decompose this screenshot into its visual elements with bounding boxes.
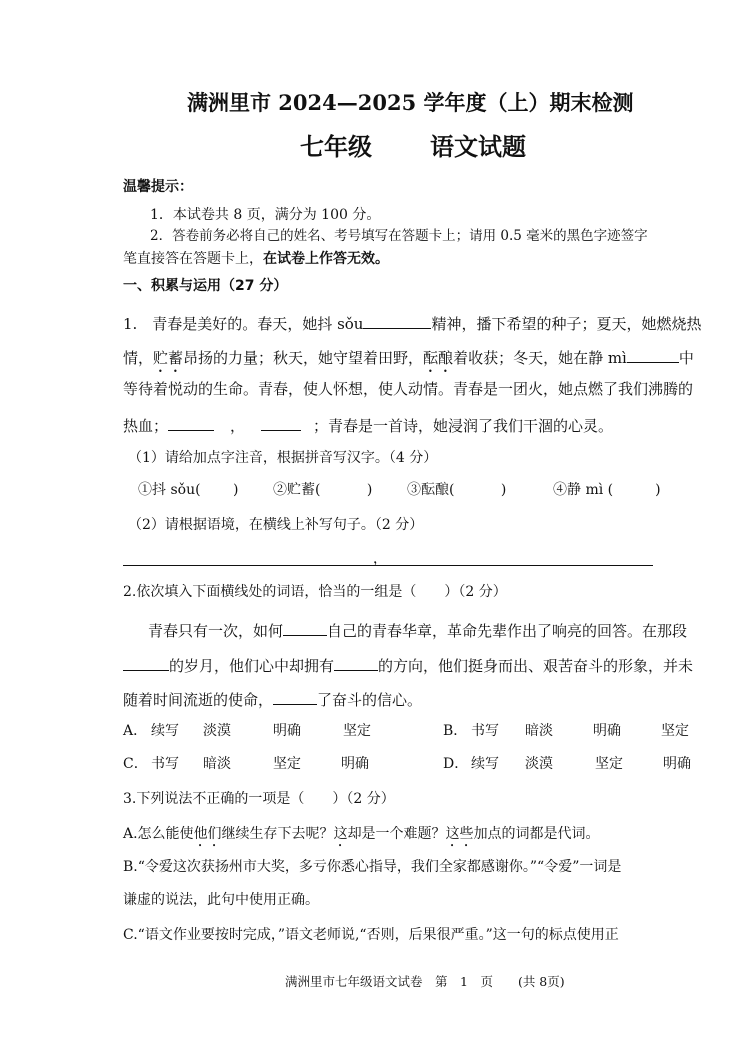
q1-text: 着收获；冬天，她在静 mì <box>453 349 627 367</box>
q2-line-1 <box>148 621 687 639</box>
tips-warning: 在试卷上作答无效。 <box>263 251 389 267</box>
q3-text: 继续生存下去呢？ <box>221 826 334 842</box>
option-word: 明确 <box>341 756 369 772</box>
q1-option-4[interactable]: ④静 mì ( ) <box>553 482 661 498</box>
option-word: 续写 <box>471 756 499 772</box>
q1-answer-line[interactable] <box>123 565 653 566</box>
q2-text: 自己的青春华章，革命先辈作出了响亮的回答。在那段 <box>327 622 688 640</box>
q2-option-d[interactable] <box>443 756 691 772</box>
tips-item-2-cont <box>123 252 389 266</box>
q1-sub-2: （2）请根据语境，在横线上补写句子。（2 分） <box>128 517 424 533</box>
option-word: 明确 <box>593 723 621 739</box>
subject-label: 语文试题 <box>430 132 526 161</box>
q3-option-b[interactable]: B.“令爱这次获扬州市大奖，多亏你悉心指导，我们全家都感谢你。”“令爱”一词是 <box>123 859 622 875</box>
q1-sub-1: （1）请给加点字注音，根据拼音写汉字。（4 分） <box>128 450 438 466</box>
q2-blank-2[interactable] <box>123 656 169 671</box>
q1-text: 情， <box>123 349 154 367</box>
q2-blank-1[interactable] <box>283 621 327 636</box>
option-word: 明确 <box>273 723 301 739</box>
option-word: 坚定 <box>273 756 301 772</box>
q3-text: 却是一个难题？ <box>347 826 446 842</box>
q1-text: 热血； <box>123 417 169 435</box>
dotted-word-yunniang: 酝酿 <box>423 349 454 367</box>
q2-line-3 <box>123 690 422 708</box>
option-word: 坚定 <box>343 723 371 739</box>
q1-line-1 <box>123 314 702 332</box>
page-footer: 满洲里市七年级语文试卷 第 1 页 (共 8页) <box>285 974 565 989</box>
q3-stem: 3.下列说法不正确的一项是（ ）（2 分） <box>123 791 395 807</box>
q1-blank-3[interactable] <box>168 416 214 431</box>
option-word: 淡漠 <box>203 723 231 739</box>
option-letter: B． <box>443 723 468 739</box>
exam-title: 满洲里市 2024—2025 学年度（上）期末检测 <box>187 90 634 115</box>
q2-text: 了奋斗的信心。 <box>317 691 423 709</box>
option-word: 续写 <box>151 723 179 739</box>
option-word: 明确 <box>663 756 691 772</box>
q2-text: 的岁月，他们心中却拥有 <box>169 657 335 675</box>
grade-label: 七年级 <box>300 132 372 161</box>
q1-option-3[interactable]: ③酝酿( ) <box>407 482 507 498</box>
option-letter: D． <box>443 756 469 772</box>
q3-text: A.怎么能使 <box>123 826 194 842</box>
q1-option-1[interactable]: ①抖 sǒu( ) <box>138 482 239 498</box>
q1-text: 中 <box>678 349 694 367</box>
q2-option-c[interactable] <box>123 756 369 772</box>
option-word: 书写 <box>471 723 499 739</box>
q1-line-4 <box>123 416 613 434</box>
q2-text: 青春只有一次，如何 <box>148 622 284 640</box>
q1-blank-1[interactable] <box>363 314 431 329</box>
tips-item-2: 2．答卷前务必将自己的姓名、考号填写在答题卡上；请用 0.5 毫米的黑色字迹签字 <box>150 228 648 244</box>
section-1-heading: 一、积累与运用（27 分） <box>123 278 288 294</box>
q3-text: 加点的词都是代词。 <box>473 826 600 842</box>
q1-answer-comma: ， <box>373 551 387 567</box>
q2-text: 随着时间流逝的使命， <box>123 691 274 709</box>
option-word: 坚定 <box>595 756 623 772</box>
option-word: 暗淡 <box>203 756 231 772</box>
dotted-word-zhe: 这 <box>333 826 348 842</box>
q2-blank-3[interactable] <box>334 656 378 671</box>
dotted-word-zhuxu: 贮蓄 <box>153 349 184 367</box>
q1-text: 精神，播下希望的种子；夏天，她燃烧热 <box>431 315 702 333</box>
option-word: 书写 <box>151 756 179 772</box>
tips-item-2-text: 笔直接答在答题卡上， <box>123 251 263 267</box>
q2-line-2 <box>123 656 693 674</box>
q2-option-b[interactable] <box>443 723 689 739</box>
q2-option-a[interactable] <box>123 723 371 739</box>
q1-blank-4[interactable] <box>261 416 301 431</box>
q1-option-2[interactable]: ②贮蓄( ) <box>273 482 373 498</box>
option-letter: A． <box>123 723 148 739</box>
option-word: 淡漠 <box>525 756 553 772</box>
q3-option-c[interactable]: C.“语文作业要按时完成，”语文老师说,“否则，后果很严重。”这一句的标点使用正 <box>123 927 619 943</box>
q1-sep: ， <box>230 417 246 435</box>
q1-line-2 <box>123 348 694 376</box>
q2-stem: 2.依次填入下面横线处的词语，恰当的一组是（ ）（2 分） <box>123 584 507 600</box>
q1-text: 1. 青春是美好的。春天，她抖 sǒu <box>123 315 364 333</box>
option-letter: C． <box>123 756 148 772</box>
q2-blank-4[interactable] <box>273 690 317 705</box>
q2-text: 的方向，他们挺身而出、艰苦奋斗的形象，并未 <box>378 657 694 675</box>
option-word: 坚定 <box>661 723 689 739</box>
q3-option-a[interactable] <box>123 826 600 850</box>
q1-line-3: 等待着悦动的生命。青春，使人怀想，使人动情。青春是一团火，她点燃了我们沸腾的 <box>123 380 694 398</box>
dotted-word-tamen: 他们 <box>193 826 222 842</box>
tips-heading: 温馨提示： <box>123 179 193 195</box>
option-word: 暗淡 <box>525 723 553 739</box>
q1-text: ；青春是一首诗，她浸润了我们干涸的心灵。 <box>313 417 614 435</box>
dotted-word-zhexie: 这些 <box>445 826 474 842</box>
tips-item-1: 1．本试卷共 8 页，满分为 100 分。 <box>150 207 381 223</box>
q3-option-b-cont: 谦虚的说法，此句中使用正确。 <box>123 892 319 908</box>
q1-blank-2[interactable] <box>627 348 679 363</box>
q1-text: 昂扬的力量；秋天，她守望着田野， <box>183 349 424 367</box>
